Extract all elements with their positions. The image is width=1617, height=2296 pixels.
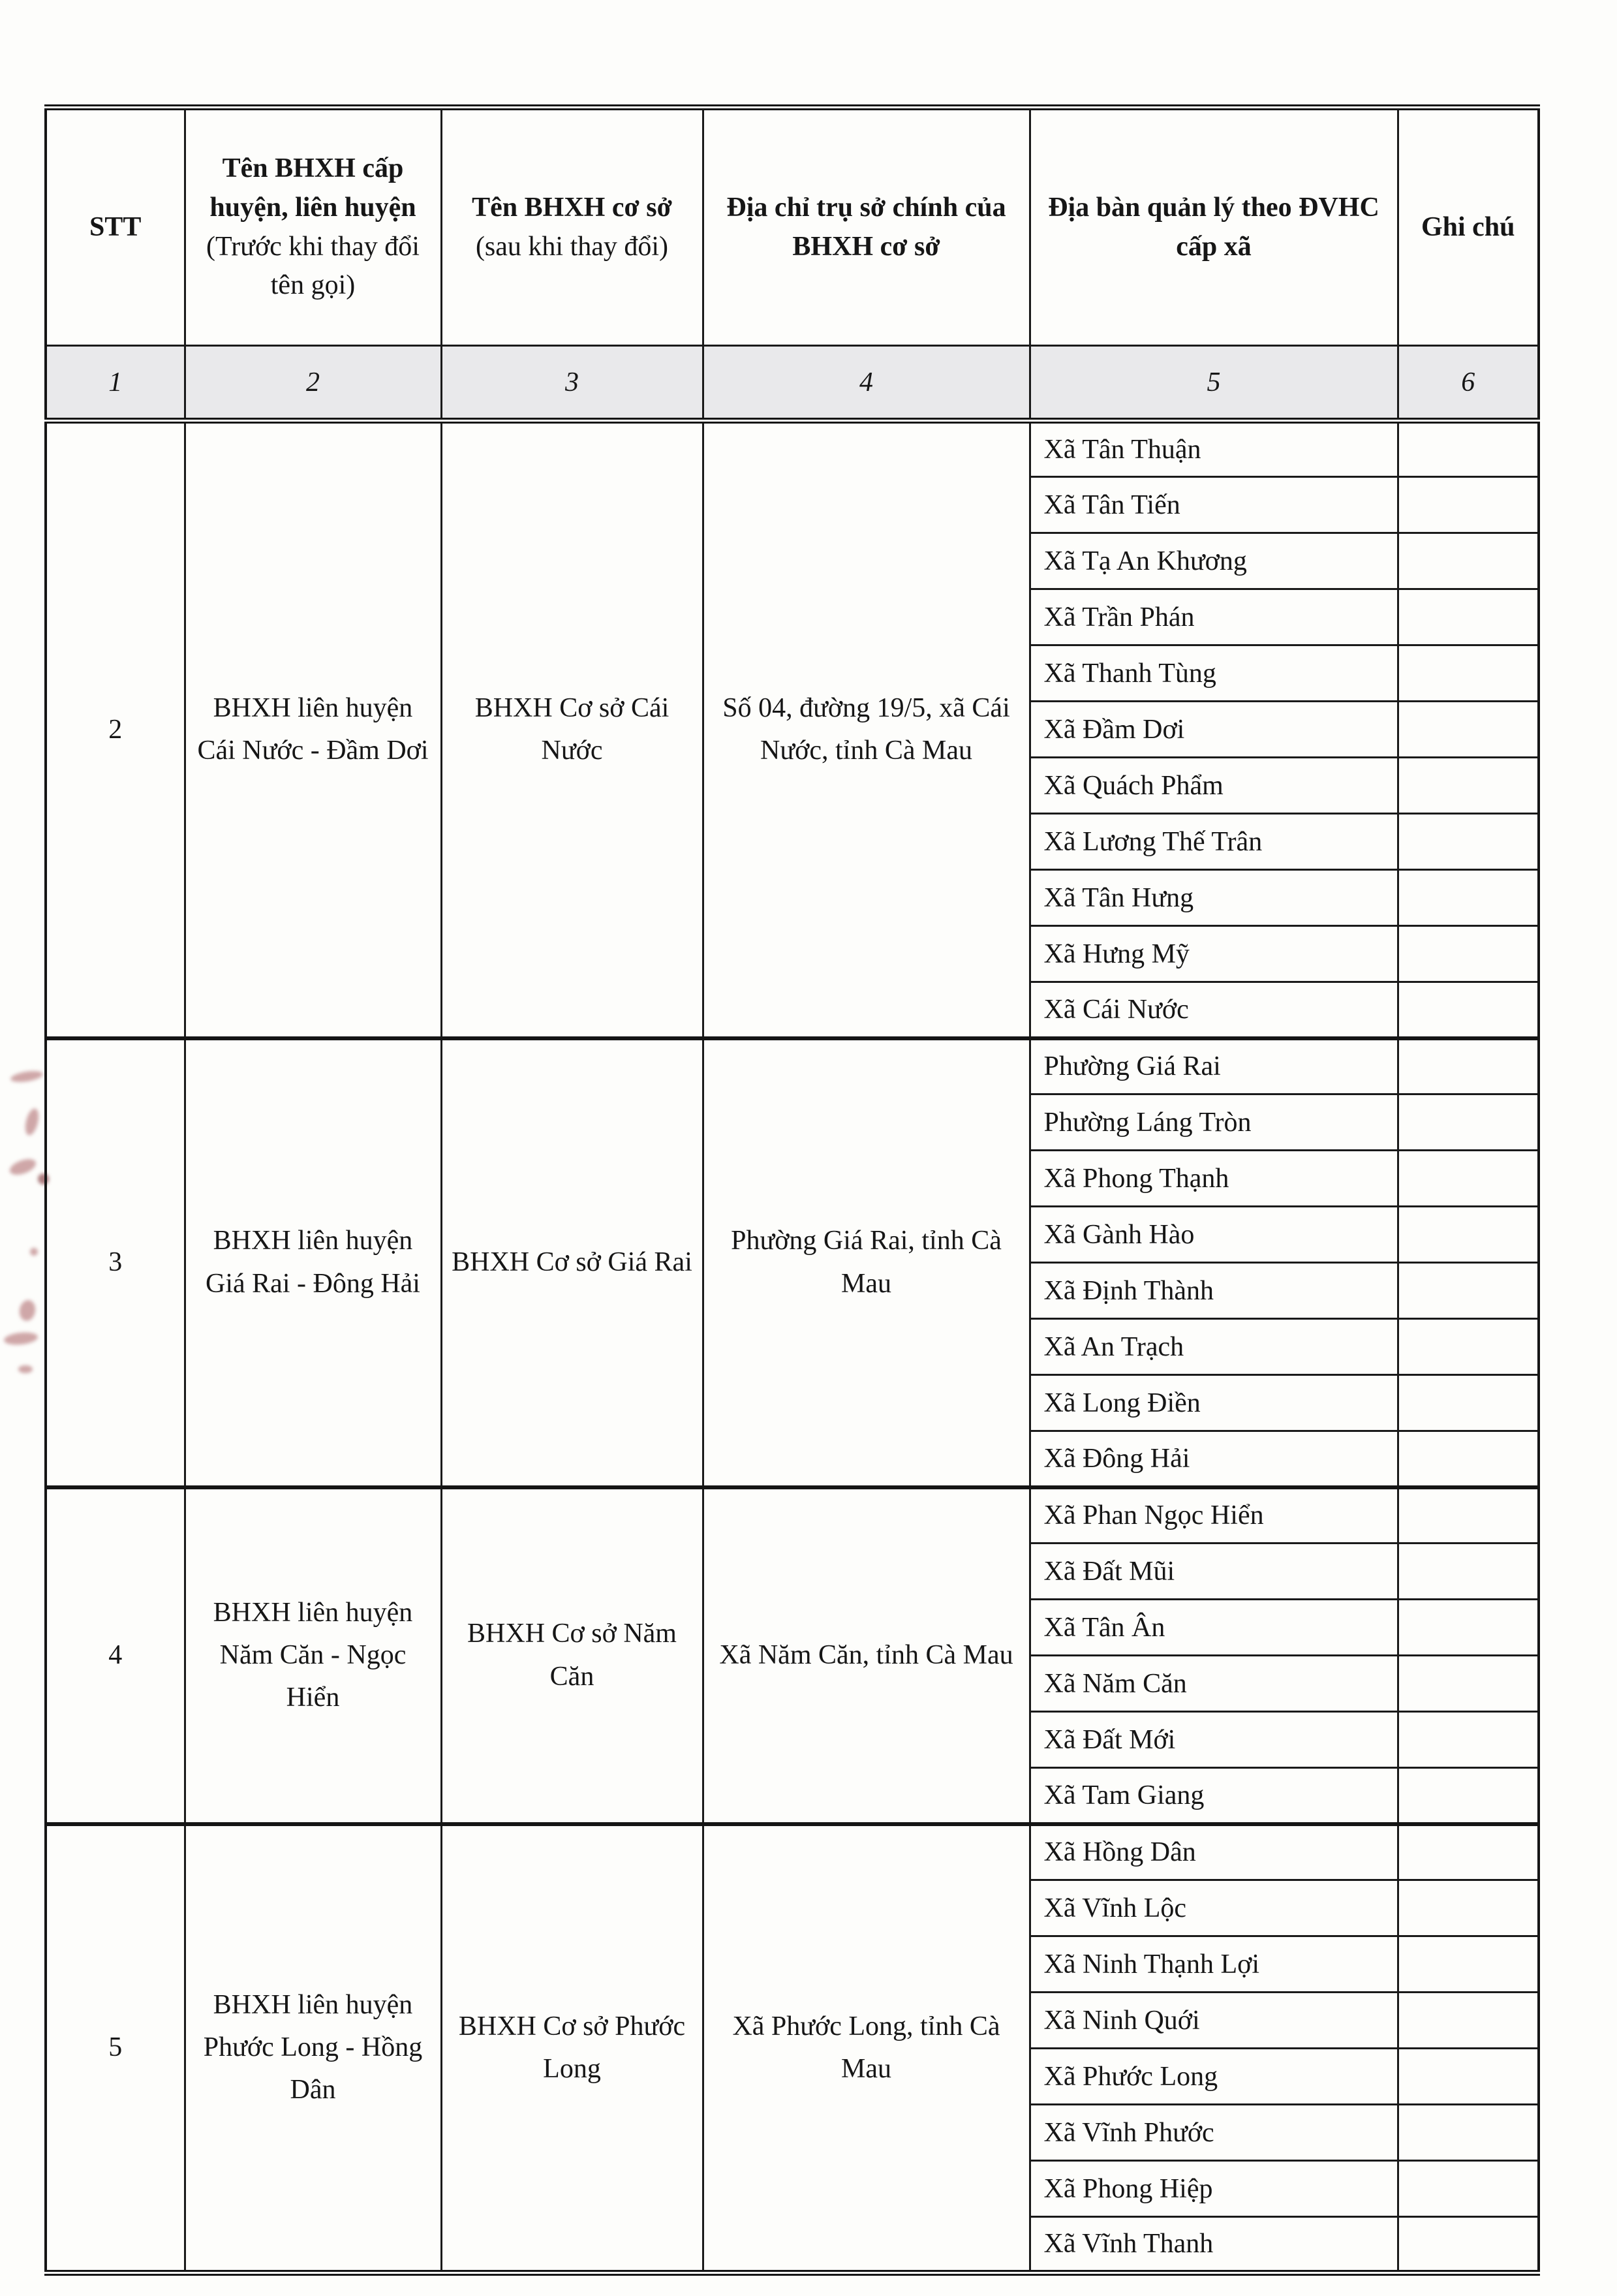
note-cell-empty (1398, 2105, 1539, 2161)
old-name-cell: BHXH liên huyện Năm Căn - Ngọc Hiển (185, 1487, 441, 1824)
commune-cell: Xã Cái Nước (1030, 982, 1398, 1038)
commune-cell: Phường Giá Rai (1030, 1038, 1398, 1094)
commune-cell: Xã Ninh Quới (1030, 1993, 1398, 2049)
new-name-cell: BHXH Cơ sở Năm Căn (441, 1487, 703, 1824)
note-cell-empty (1398, 1993, 1539, 2049)
note-cell-empty (1398, 645, 1539, 702)
stt-cell: 2 (46, 421, 185, 1038)
commune-row (46, 1824, 1539, 1880)
header-new-name (441, 108, 703, 346)
commune-cell: Xã Tân Tiến (1030, 477, 1398, 533)
commune-cell: Phường Láng Tròn (1030, 1094, 1398, 1151)
header-note-label: Ghi chú (1421, 211, 1515, 242)
commune-cell: Xã Tân Ân (1030, 1600, 1398, 1656)
note-cell-empty (1398, 2161, 1539, 2217)
new-name-cell: BHXH Cơ sở Giá Rai (441, 1038, 703, 1487)
commune-cell: Xã Đầm Dơi (1030, 702, 1398, 758)
commune-cell: Xã Phong Thạnh (1030, 1151, 1398, 1207)
note-cell-empty (1398, 870, 1539, 926)
commune-cell: Xã Vĩnh Phước (1030, 2105, 1398, 2161)
old-name-cell: BHXH liên huyện Cái Nước - Đầm Dơi (185, 421, 441, 1038)
new-name-cell: BHXH Cơ sở Cái Nước (441, 421, 703, 1038)
commune-cell: Xã Lương Thế Trân (1030, 814, 1398, 870)
column-index-3: 3 (441, 346, 703, 421)
note-cell-empty (1398, 702, 1539, 758)
ink-smudge (23, 1107, 41, 1136)
ink-smudge (8, 1156, 38, 1177)
note-cell-empty (1398, 1487, 1539, 1544)
commune-row (46, 1487, 1539, 1544)
header-stt-label: STT (89, 211, 142, 242)
commune-cell: Xã Định Thành (1030, 1263, 1398, 1319)
ink-smudge (18, 1299, 37, 1322)
note-cell-empty (1398, 758, 1539, 814)
note-cell-empty (1398, 1656, 1539, 1712)
note-cell-empty (1398, 1319, 1539, 1375)
commune-cell: Xã Năm Căn (1030, 1656, 1398, 1712)
old-name-cell: BHXH liên huyện Phước Long - Hồng Dân (185, 1824, 441, 2273)
commune-cell: Xã Trần Phán (1030, 589, 1398, 645)
stt-cell: 5 (46, 1824, 185, 2273)
column-index-4: 4 (703, 346, 1030, 421)
note-cell-empty (1398, 589, 1539, 645)
commune-cell: Xã Vĩnh Lộc (1030, 1880, 1398, 1936)
commune-cell: Xã Tam Giang (1030, 1768, 1398, 1824)
commune-cell: Xã Thanh Tùng (1030, 645, 1398, 702)
commune-cell: Xã An Trạch (1030, 1319, 1398, 1375)
column-index-row (46, 346, 1539, 421)
note-cell-empty (1398, 1768, 1539, 1824)
new-name-cell: BHXH Cơ sở Phước Long (441, 1824, 703, 2273)
ink-smudge (10, 1069, 44, 1084)
header-note (1398, 108, 1539, 346)
note-cell-empty (1398, 1600, 1539, 1656)
column-index-6: 6 (1398, 346, 1539, 421)
note-cell-empty (1398, 1431, 1539, 1487)
column-index-2: 2 (185, 346, 441, 421)
note-cell-empty (1398, 1263, 1539, 1319)
commune-cell: Xã Phan Ngọc Hiển (1030, 1487, 1398, 1544)
ink-smudge (30, 1248, 38, 1256)
note-cell-empty (1398, 1094, 1539, 1151)
address-cell: Xã Phước Long, tỉnh Cà Mau (703, 1824, 1030, 2273)
commune-row (46, 1038, 1539, 1094)
header-admin-area (1030, 108, 1398, 346)
note-cell-empty (1398, 982, 1539, 1038)
note-cell-empty (1398, 1936, 1539, 1993)
address-cell: Phường Giá Rai, tỉnh Cà Mau (703, 1038, 1030, 1487)
ink-smudge (18, 1365, 33, 1373)
commune-cell: Xã Gành Hào (1030, 1207, 1398, 1263)
note-cell-empty (1398, 1375, 1539, 1431)
note-cell-empty (1398, 1544, 1539, 1600)
note-cell-empty (1398, 814, 1539, 870)
header-address (703, 108, 1030, 346)
commune-cell: Xã Đông Hải (1030, 1431, 1398, 1487)
commune-cell: Xã Long Điền (1030, 1375, 1398, 1431)
note-cell-empty (1398, 421, 1539, 477)
header-new-name-note: (sau khi thay đổi) (475, 231, 669, 262)
note-cell-empty (1398, 1151, 1539, 1207)
commune-cell: Xã Đất Mới (1030, 1712, 1398, 1768)
header-address-label: Địa chỉ trụ sở chính của BHXH cơ sở (726, 192, 1006, 262)
note-cell-empty (1398, 1038, 1539, 1094)
commune-cell: Xã Phước Long (1030, 2049, 1398, 2105)
note-cell-empty (1398, 1824, 1539, 1880)
column-index-5: 5 (1030, 346, 1398, 421)
table-header-row (46, 108, 1539, 346)
note-cell-empty (1398, 477, 1539, 533)
note-cell-empty (1398, 1880, 1539, 1936)
header-new-name-label: Tên BHXH cơ sở (472, 192, 672, 223)
header-admin-area-label: Địa bàn quản lý theo ĐVHC cấp xã (1048, 192, 1379, 262)
header-old-name (185, 108, 441, 346)
note-cell-empty (1398, 926, 1539, 982)
header-stt (46, 108, 185, 346)
commune-row (46, 421, 1539, 477)
commune-cell: Xã Hưng Mỹ (1030, 926, 1398, 982)
address-cell: Xã Năm Căn, tỉnh Cà Mau (703, 1487, 1030, 1824)
commune-cell: Xã Ninh Thạnh Lợi (1030, 1936, 1398, 1993)
note-cell-empty (1398, 533, 1539, 589)
stt-cell: 3 (46, 1038, 185, 1487)
commune-cell: Xã Tân Thuận (1030, 421, 1398, 477)
commune-cell: Xã Phong Hiệp (1030, 2161, 1398, 2217)
commune-cell: Xã Hồng Dân (1030, 1824, 1398, 1880)
header-old-name-label: Tên BHXH cấp huyện, liên huyện (209, 153, 416, 223)
commune-cell: Xã Quách Phẩm (1030, 758, 1398, 814)
commune-cell: Xã Đất Mũi (1030, 1544, 1398, 1600)
note-cell-empty (1398, 2049, 1539, 2105)
note-cell-empty (1398, 2217, 1539, 2273)
commune-cell: Xã Tân Hưng (1030, 870, 1398, 926)
commune-cell: Xã Tạ An Khương (1030, 533, 1398, 589)
column-index-1: 1 (46, 346, 185, 421)
address-cell: Số 04, đường 19/5, xã Cái Nước, tỉnh Cà Mau (703, 421, 1030, 1038)
old-name-cell: BHXH liên huyện Giá Rai - Đông Hải (185, 1038, 441, 1487)
note-cell-empty (1398, 1207, 1539, 1263)
header-old-name-note: (Trước khi thay đổi tên gọi) (206, 231, 420, 301)
note-cell-empty (1398, 1712, 1539, 1768)
ink-smudge (3, 1331, 38, 1346)
stt-cell: 4 (46, 1487, 185, 1824)
bhxh-restructure-table (44, 104, 1540, 2276)
commune-cell: Xã Vĩnh Thanh (1030, 2217, 1398, 2273)
